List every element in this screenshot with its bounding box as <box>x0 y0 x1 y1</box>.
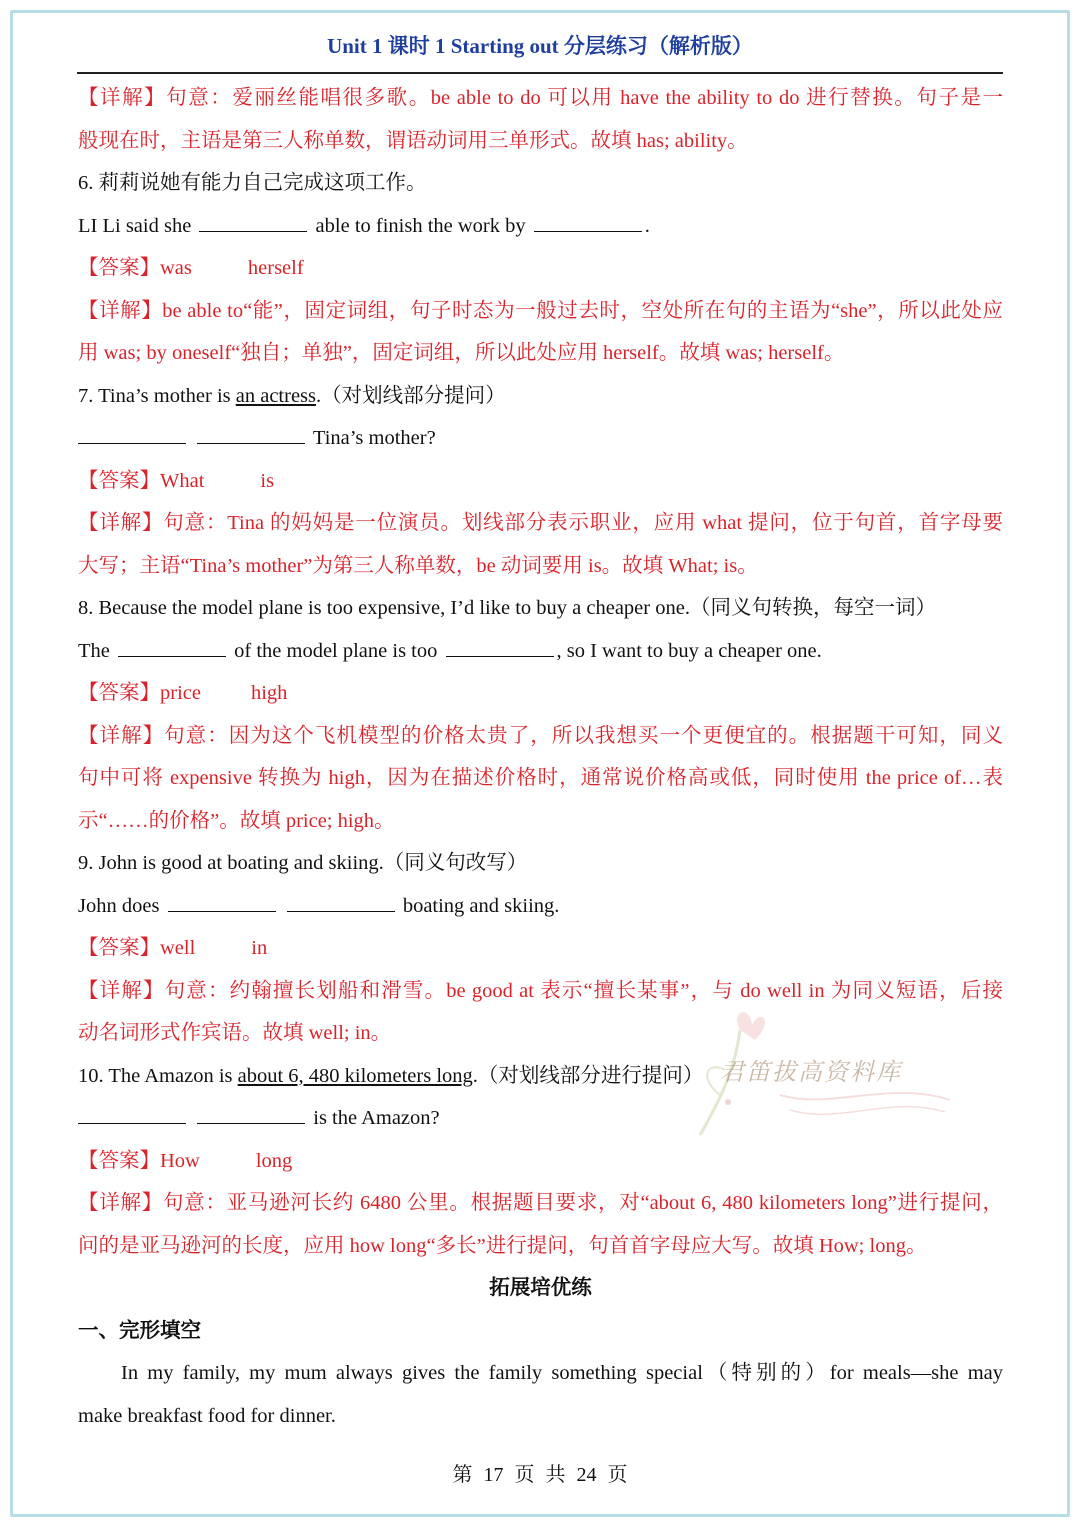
question-8-sentence <box>78 630 1003 673</box>
explanation-10-line2: 问的是亚马逊河的长度，应用 how long“多长”进行提问，句首首字母应大写。故填 How; long。 <box>78 1234 927 1257</box>
blank[interactable] <box>199 230 307 232</box>
answer-6 <box>78 247 1003 290</box>
answer-8 <box>78 672 1003 715</box>
answer-7 <box>78 460 1003 503</box>
explanation-5-line2: 般现在时，主语是第三人称单数，谓语动词用三单形式。故填 has; ability。 <box>78 129 748 152</box>
header-divider <box>77 72 1003 74</box>
document-body <box>78 77 1003 1437</box>
part-heading: 一、完形填空 <box>78 1319 201 1342</box>
q6-text-1: LI Li said she <box>78 214 192 237</box>
answer-6-label: 【答案】was <box>78 257 192 279</box>
answer-8-label: 【答案】price <box>78 682 201 704</box>
blank[interactable] <box>197 442 305 444</box>
q6-text-2: able to finish the work by <box>315 214 526 237</box>
watermark-text: 君笛拔高资料库 <box>720 1058 902 1086</box>
q10-text-b: .（对划线部分进行提问） <box>472 1064 704 1087</box>
section-title: 拓展培优练 <box>489 1277 592 1299</box>
answer-10 <box>78 1140 1003 1183</box>
explanation-10-line1: 【详解】句意：亚马逊河长约 6480 公里。根据题目要求，对“about 6, 480 kilometers long”进行提问， <box>78 1192 1003 1214</box>
q10-underlined: about 6, 480 kilometers long <box>237 1064 473 1087</box>
passage-line1: In my family, my mum always gives the family something special（特别的）for meals—she may <box>121 1362 1003 1384</box>
answer-9 <box>78 927 1003 970</box>
explanation-9-line1: 【详解】句意：约翰擅长划船和滑雪。be good at 表示“擅长某事”，与 do well in 为同义短语，后接 <box>78 979 1003 1002</box>
q7-text-a: 7. Tina’s mother is <box>78 384 236 407</box>
answer-6-second: herself <box>247 257 304 279</box>
answer-8-second: high <box>250 682 288 704</box>
question-7 <box>78 375 1003 418</box>
blank[interactable] <box>118 655 226 657</box>
blank[interactable] <box>287 910 395 912</box>
question-9: 9. John is good at boating and skiing.（同义句改写） <box>78 852 528 874</box>
question-7-sentence <box>78 417 1003 460</box>
q10-sentence-text: is the Amazon? <box>313 1107 440 1129</box>
explanation-5-line1: 【详解】句意：爱丽丝能唱很多歌。be able to do 可以用 have the ability to do 进行替换。句子是一 <box>78 87 1003 109</box>
explanation-8-line3: 示“……的价格”。故填 price; high。 <box>78 809 395 832</box>
answer-10-second: long <box>255 1149 293 1172</box>
page-header: Unit 1 课时 1 Starting out 分层练习（解析版） <box>327 34 753 58</box>
page-number: 第 17 页 共 24 页 <box>452 1464 628 1486</box>
explanation-7-line1: 【详解】句意：Tina 的妈妈是一位演员。划线部分表示职业，应用 what 提问，位于句首，首字母要 <box>78 512 1003 534</box>
explanation-8-line1: 【详解】句意：因为这个飞机模型的价格太贵了，所以我想买一个更便宜的。根据题干可知，同义 <box>78 724 1003 747</box>
q9-text-2: boating and skiing. <box>402 894 560 917</box>
q10-text-a: 10. The Amazon is <box>78 1064 238 1087</box>
q7-sentence-text: Tina’s mother? <box>312 427 436 449</box>
blank[interactable] <box>534 230 642 232</box>
answer-9-label: 【答案】well <box>78 937 196 959</box>
answer-7-second: is <box>260 469 275 492</box>
blank[interactable] <box>78 1122 186 1124</box>
blank[interactable] <box>446 655 554 657</box>
q8-text-1: The <box>78 639 110 662</box>
q8-text-2: of the model plane is too <box>234 639 438 662</box>
explanation-6-line2: 用 was; by oneself“独自；单独”，固定词组，所以此处应用 herself。故填 was; herself。 <box>78 342 845 364</box>
q7-underlined: an actress <box>235 384 317 407</box>
question-6-sentence <box>78 205 1003 248</box>
answer-10-label: 【答案】How <box>78 1149 200 1172</box>
q8-text-3: , so I want to buy a cheaper one. <box>556 639 822 662</box>
blank[interactable] <box>168 910 276 912</box>
question-9-sentence <box>78 885 1003 928</box>
q7-text-b: .（对划线部分提问） <box>316 384 506 407</box>
question-6: 6. 莉莉说她有能力自己完成这项工作。 <box>78 172 427 194</box>
answer-9-second: in <box>251 937 268 959</box>
q9-text-1: John does <box>78 894 160 917</box>
explanation-7-line2: 大写；主语“Tina’s mother”为第三人称单数，be 动词要用 is。故填 What; is。 <box>78 554 758 577</box>
question-8: 8. Because the model plane is too expensive, I’d like to buy a cheaper one.（同义句转换，每空一词） <box>78 597 936 619</box>
blank[interactable] <box>78 442 186 444</box>
passage-line2: make breakfast food for dinner. <box>78 1404 336 1427</box>
explanation-9-line2: 动名词形式作宾语。故填 well; in。 <box>78 1022 392 1044</box>
blank[interactable] <box>197 1122 305 1124</box>
q6-text-3: . <box>644 214 650 237</box>
explanation-6-line1: 【详解】be able to“能”，固定词组，句子时态为一般过去时，空处所在句的主语为“she”，所以此处应 <box>78 299 1003 322</box>
explanation-8-line2: 句中可将 expensive 转换为 high，因为在描述价格时，通常说价格高或低，同时使用 the price of…表 <box>78 767 1003 789</box>
answer-7-label: 【答案】What <box>78 469 205 492</box>
